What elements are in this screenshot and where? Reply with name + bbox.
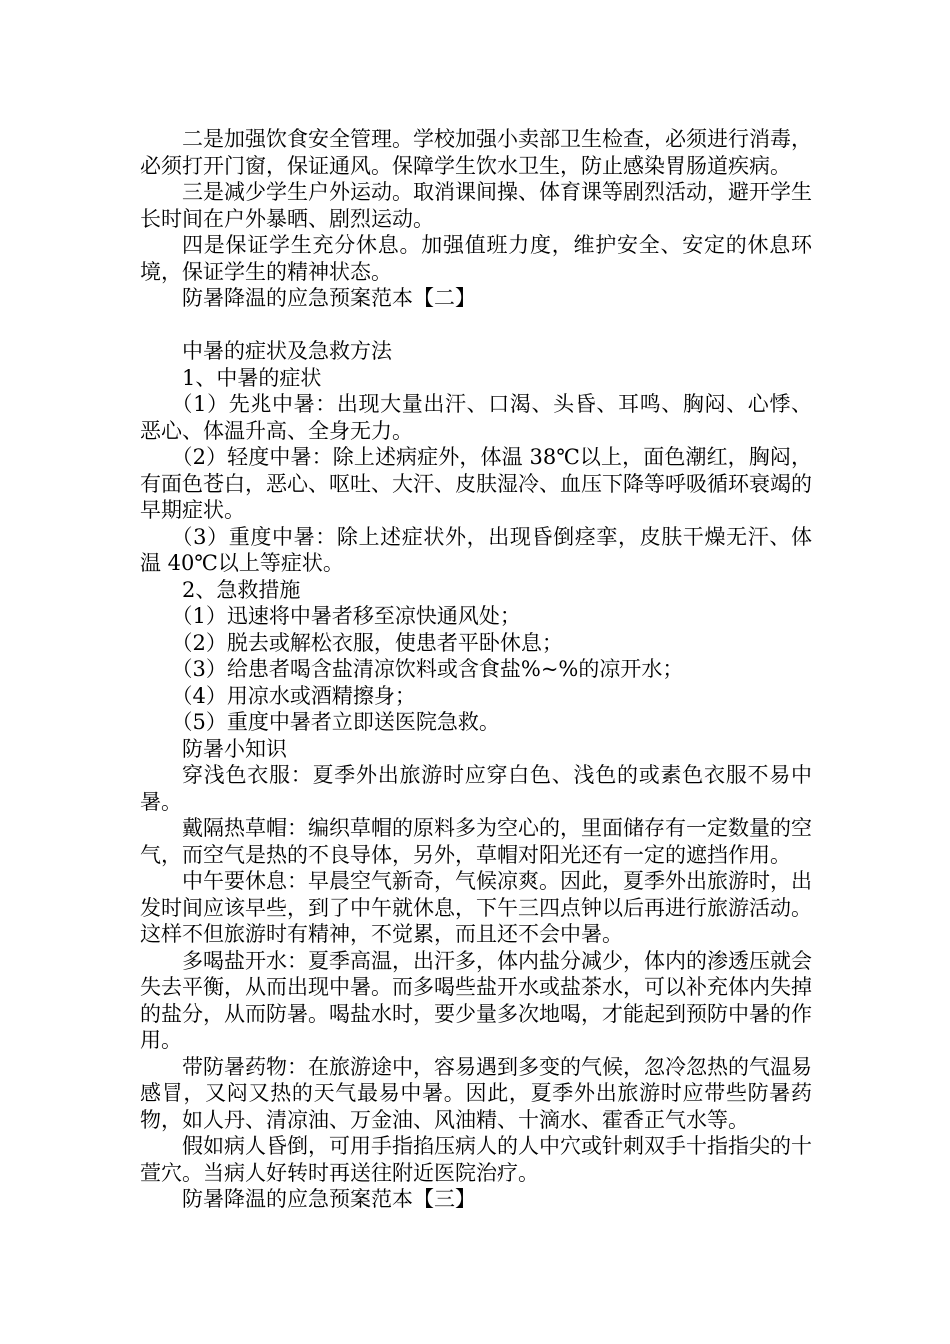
subheading-symptoms: 1、中暑的症状	[182, 365, 322, 390]
tip-fainting: 假如病人昏倒，可用手指掐压病人的人中穴或针刺双手十指指尖的十萱穴。当病人好转时再送往附近医院治疗。	[140, 1134, 812, 1185]
tip-noon-rest: 中午要休息：早晨空气新奇，气候凉爽。因此，夏季外出旅游时，出发时间应该早些，到了中午就休息，下午三四点钟以后再进行旅游活动。这样不但旅游时有精神，不觉累，而且还不会中暑。	[140, 869, 812, 946]
document-body	[140, 126, 812, 1213]
symptom-mild: （2）轻度中暑：除上述病症外，体温 38℃以上，面色潮红，胸闷，有面色苍白，恶心、呕吐、大汗、皮肤湿冷、血压下降等呼吸循环衰竭的早期症状。	[140, 445, 812, 522]
section-heading-2: 防暑降温的应急预案范本【二】	[182, 286, 476, 310]
first-aid-step-2: （2）脱去或解松衣服，使患者平卧休息；	[171, 630, 563, 655]
section-heading-3: 防暑降温的应急预案范本【三】	[182, 1187, 476, 1211]
first-aid-step-5: （5）重度中暑者立即送医院急救。	[171, 710, 500, 734]
blank-line	[140, 312, 812, 339]
tip-salt-water: 多喝盐开水：夏季高温，出汗多，体内盐分减少，体内的渗透压就会失去平衡，从而出现中暑。而多喝些盐开水或盐茶水，可以补充体内失掉的盐分，从而防暑。喝盐水时，要少量多次地喝，才能起到预防中暑的作用。	[140, 948, 812, 1052]
first-aid-step-4: （4）用凉水或酒精擦身；	[171, 683, 416, 708]
symptom-precursor: （1）先兆中暑：出现大量出汗、口渴、头昏、耳鸣、胸闷、心悸、恶心、体温升高、全身无力。	[140, 392, 812, 443]
first-aid-step-3: （3）给患者喝含盐清凉饮料或含食盐%~%的凉开水；	[171, 657, 684, 681]
symptom-severe: （3）重度中暑：除上述症状外，出现昏倒痉挛，皮肤干燥无汗、体温 40℃以上等症状。	[140, 524, 812, 575]
subheading-symptoms-first-aid: 中暑的症状及急救方法	[182, 339, 392, 363]
paragraph-outdoor-activity: 三是减少学生户外运动。取消课间操、体育课等剧烈活动，避开学生长时间在户外暴晒、剧烈运动。	[140, 180, 812, 231]
tip-medicine: 带防暑药物：在旅游途中，容易遇到多变的气候，忽冷忽热的气温易感冒，又闷又热的天气最易中暑。因此，夏季外出旅游时应带些防暑药物，如人丹、清凉油、万金油、风油精、十滴水、霍香正气水等。	[140, 1054, 812, 1132]
first-aid-step-1: （1）迅速将中暑者移至凉快通风处；	[171, 604, 521, 628]
tip-light-clothing: 穿浅色衣服：夏季外出旅游时应穿白色、浅色的或素色衣服不易中暑。	[140, 763, 812, 814]
paragraph-food-safety: 二是加强饮食安全管理。学校加强小卖部卫生检查，必须进行消毒，必须打开门窗，保证通风。保障学生饮水卫生，防止感染胃肠道疾病。	[140, 127, 812, 178]
subheading-tips: 防暑小知识	[182, 736, 287, 761]
subheading-first-aid: 2、急救措施	[182, 577, 301, 602]
paragraph-rest: 四是保证学生充分休息。加强值班力度，维护安全、安定的休息环境，保证学生的精神状态。	[140, 233, 812, 284]
tip-straw-hat: 戴隔热草帽：编织草帽的原料多为空心的，里面储存有一定数量的空气，而空气是热的不良导体，另外，草帽对阳光还有一定的遮挡作用。	[140, 816, 812, 867]
